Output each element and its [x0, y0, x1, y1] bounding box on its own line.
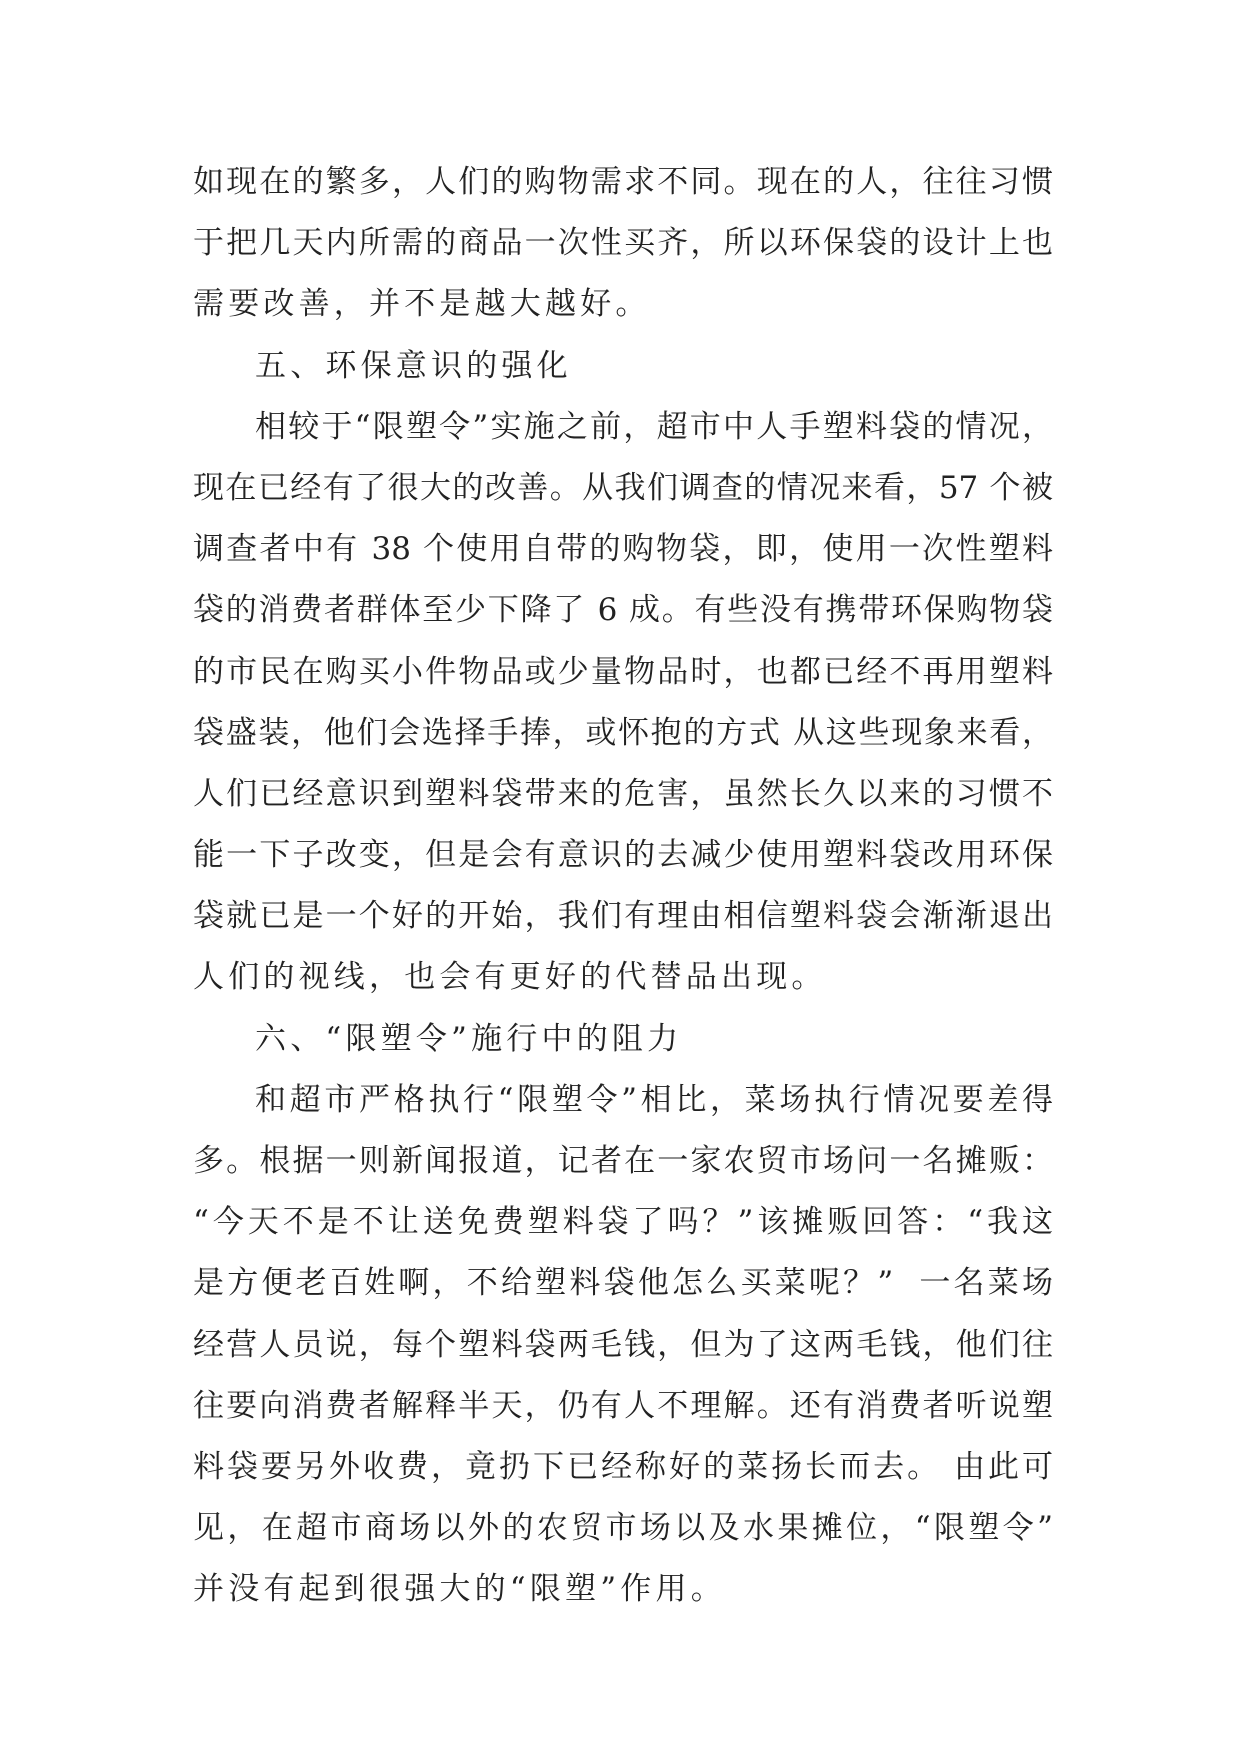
- paragraph-line: 相较于“限塑令”实施之前，超市中人手塑料袋的情况，: [255, 408, 1053, 445]
- paragraph-line: 需要改善，并不是越大越好。: [193, 286, 651, 323]
- paragraph-line: 袋就已是一个好的开始，我们有理由相信塑料袋会渐渐退出: [193, 898, 1053, 935]
- paragraph-line: 料袋要另外收费，竟扔下已经称好的菜扬长而去。 由此可: [193, 1448, 1053, 1485]
- paragraph-line: 见，在超市商场以外的农贸市场以及水果摊位，“限塑令”: [193, 1510, 1053, 1547]
- paragraph-line: 经营人员说，每个塑料袋两毛钱，但为了这两毛钱，他们往: [193, 1326, 1053, 1363]
- document-body: [193, 152, 1053, 1621]
- paragraph-line: 是方便老百姓啊，不给塑料袋他怎么买菜呢？” 一名菜场: [193, 1265, 1053, 1302]
- paragraph-line: 多。根据一则新闻报道，记者在一家农贸市场问一名摊贩：: [193, 1143, 1053, 1179]
- section-heading-6: 六、“限塑令”施行中的阻力: [255, 1020, 683, 1057]
- paragraph-line: 人们已经意识到塑料袋带来的危害，虽然长久以来的习惯不: [193, 775, 1053, 812]
- paragraph-line: 于把几天内所需的商品一次性买齐，所以环保袋的设计上也: [193, 225, 1053, 262]
- paragraph-line: 袋的消费者群体至少下降了 6 成。有些没有携带环保购物袋: [193, 592, 1053, 629]
- paragraph-line: “今天不是不让送免费塑料袋了吗？”该摊贩回答：“我这: [193, 1204, 1053, 1241]
- paragraph-line: 的市民在购买小件物品或少量物品时，也都已经不再用塑料: [193, 653, 1053, 690]
- paragraph-line: 人们的视线，也会有更好的代替品出现。: [193, 959, 827, 996]
- paragraph-line: 能一下子改变，但是会有意识的去减少使用塑料袋改用环保: [193, 837, 1053, 874]
- paragraph-line: 袋盛装，他们会选择手捧，或怀抱的方式 从这些现象来看，: [193, 714, 1053, 751]
- paragraph-line: 和超市严格执行“限塑令”相比，菜场执行情况要差得: [255, 1081, 1053, 1118]
- paragraph-line: 调查者中有 38 个使用自带的购物袋，即，使用一次性塑料: [193, 531, 1053, 568]
- paragraph-line: 往要向消费者解释半天，仍有人不理解。还有消费者听说塑: [193, 1387, 1053, 1424]
- paragraph-line: 如现在的繁多，人们的购物需求不同。现在的人，往往习惯: [193, 164, 1053, 200]
- section-heading-5: 五、环保意识的强化: [255, 347, 572, 384]
- paragraph-line: 现在已经有了很大的改善。从我们调查的情况来看，57 个被: [193, 469, 1053, 506]
- paragraph-line: 并没有起到很强大的“限塑”作用。: [193, 1571, 726, 1608]
